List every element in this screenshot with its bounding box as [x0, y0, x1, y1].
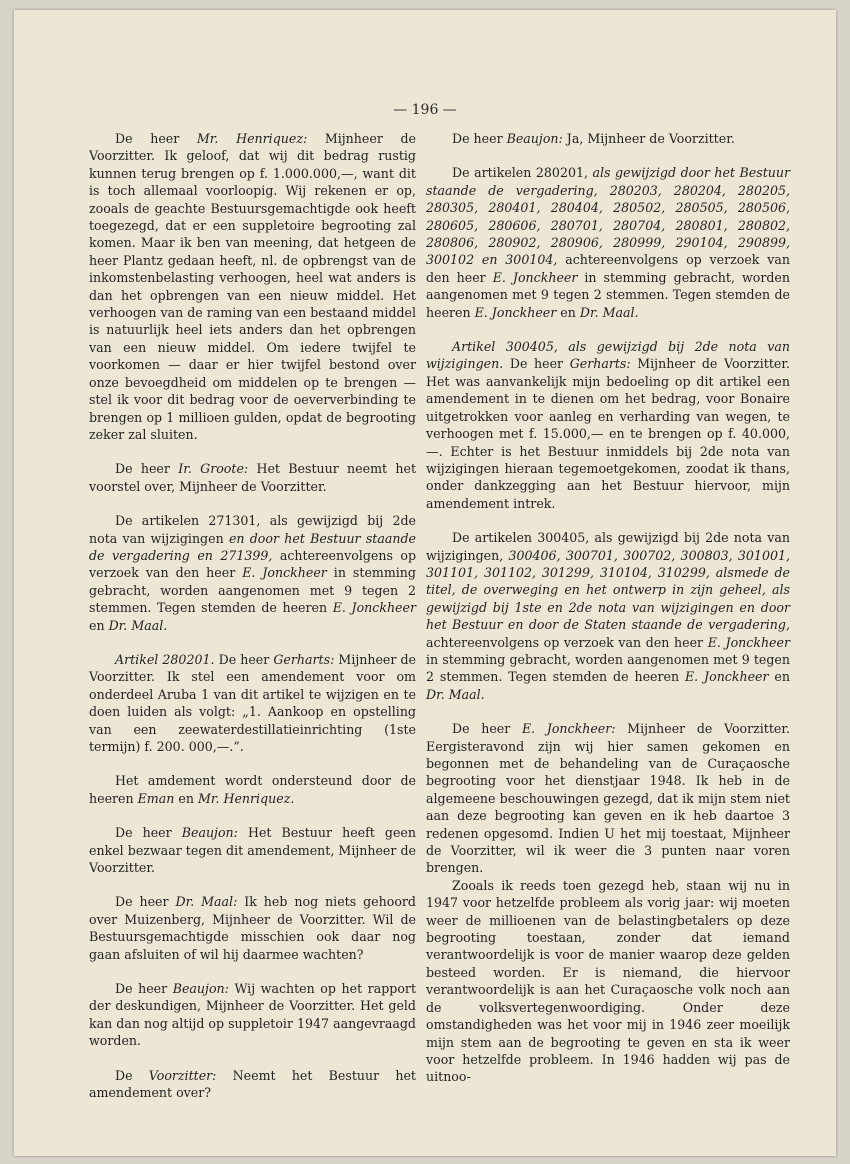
text: Ik heb nog niets gehoord over Muizenberg, Mijnheer de Voorzitter. Wil de Bestuursgemachtigde misschien ook daar nog gaan afsluiten of wil hij daarmee wachten?: [89, 894, 416, 962]
text: De heer: [115, 894, 176, 910]
speaker-name: Ir. Groote:: [178, 461, 249, 477]
text: De heer: [115, 131, 197, 146]
text: en: [174, 790, 198, 806]
text: De artikelen 280201,: [452, 165, 593, 181]
text: De heer: [452, 131, 507, 146]
person-name: E. Jonckheer: [707, 634, 790, 650]
text: De: [115, 1067, 149, 1083]
person-name: Mr. Henriquez.: [197, 790, 295, 806]
text: en: [768, 669, 790, 685]
italic-text: 300406, 300701, 300702, 300803, 301001, 301101, 301102, 301299, 310104, 310299, alsmede de titel, de overweging en het ontwerp in zijn geheel, als gewijzigd bij 1ste en 2de nota van wijzigingen en door het Bestuur en door de Staten staande de vergadering,: [426, 547, 790, 633]
text: De heer: [452, 721, 522, 737]
text: Neemt het Bestuur het amendement over?: [89, 1067, 416, 1101]
speaker-name: Gerharts:: [273, 651, 335, 667]
left-column: [89, 130, 416, 1102]
text: De artikelen 300405, als gewijzigd bij 2de nota van wijzigingen,: [426, 530, 790, 563]
article-heading: Artikel 300405, als gewijzigd bij 2de nota van wijzigingen.: [426, 339, 790, 372]
text: in stemming gebracht, worden aangenomen met 9 tegen 2 stemmen. Tegen stemden de heeren: [89, 565, 416, 616]
text: Mijnheer de Voorzitter. Het was aanvankelijk mijn bedoeling op dit artikel een amendement in te dienen om het bedrag, voor Bonaire uitgetrokken voor aanleg en verharding van wegen, te verhoogen met f. 15.000,— en te brengen op f. 40.000,—. Echter is het Bestuur inmiddels bij 2de nota van wijzigingen hieraan tegemoetgekomen, zoodat ik thans, onder dankzegging aan het Bestuur hiervoor, mijn amendement intrek.: [426, 356, 790, 511]
paragraph: [89, 460, 416, 495]
person-name: E. Jonckheer: [474, 304, 557, 320]
paragraph: [426, 130, 790, 147]
text: en: [89, 617, 109, 633]
text: De artikelen 271301, als gewijzigd bij 2de nota van wijzigingen: [89, 513, 416, 546]
person-name: Dr. Maal.: [579, 304, 639, 320]
text: en: [556, 304, 580, 320]
paragraph: [89, 512, 416, 634]
text: achtereenvolgens op verzoek van den heer: [426, 252, 790, 285]
text: Het amdement wordt ondersteund door de heeren: [89, 773, 416, 806]
paragraph: [426, 164, 790, 321]
person-name: Dr. Maal.: [426, 686, 485, 702]
text: Mijnheer de Voorzitter. Ik stel een amendement voor om onderdeel Aruba 1 van dit artikel te wijzigen en te doen luiden als volgt: „1. Aankoop en opstelling van een zeewaterdestillatieinrichting (1ste termijn) f. 200. 000,—.”.: [89, 651, 417, 754]
text: achtereenvolgens op verzoek van den heer: [426, 634, 708, 650]
text: De heer: [115, 981, 173, 997]
paragraph: [426, 529, 790, 703]
text: Het Bestuur neemt het voorstel over, Mijnheer de Voorzitter.: [89, 461, 417, 494]
text: Wij wachten op het rapport der deskundigen, Mijnheer de Voorzitter. Het geld kan dan nog altijd op suppletoir 1947 aangevraagd worden.: [89, 981, 417, 1049]
speaker-name: Gerharts:: [569, 356, 631, 372]
paragraph: [89, 893, 416, 963]
text: De heer: [115, 825, 182, 841]
person-name: Dr. Maal.: [108, 617, 168, 633]
person-name: E. Jonckheer: [242, 565, 327, 581]
article-heading: Artikel 280201.: [115, 651, 215, 667]
person-name: E. Jonckheer: [492, 269, 578, 285]
page-number: — 196 —: [393, 102, 457, 118]
speaker-name: Beaujon:: [506, 131, 563, 146]
document-page: [14, 10, 836, 1156]
italic-text: als gewijzigd door het Bestuur staande de vergadering, 280203, 280204, 280205, 280305, 280401, 280404, 280502, 280505, 280506, 280605, 280606, 280701, 280704, 280801, 280802, 280806, 280902, 280906, 280999, 290104, 290899, 300102 en 300104,: [426, 165, 790, 268]
text: in stemming gebracht, worden aangenomen met 9 tegen 2 stemmen. Tegen stemden de heeren: [426, 269, 790, 320]
speaker-name: Voorzitter:: [148, 1067, 217, 1083]
paragraph: Zooals ik reeds toen gezegd heb, staan wij nu in 1947 voor hetzelfde probleem als vorig jaar: wij moeten weer de millioenen van de belastingbetalers op deze begrooting toestaan, zonder dat iemand verantwoordelijk is voor de manier waarop deze gelden besteed worden. Er is niemand, die hiervoor verantwoordelijk is aan het Curaçaosche volk noch aan de volksvertegenwoordiging. Onder deze omstandigheden was het voor mij in 1946 zeer moeilijk mijn stem aan de begrooting te geven en sta ik weer voor hetzelfde probleem. In 1946 hadden wij pas de uitnoo-: [426, 877, 790, 1085]
speaker-name: Beaujon:: [181, 825, 238, 841]
paragraph: [89, 980, 416, 1050]
text: in stemming gebracht, worden aangenomen met 9 tegen 2 stemmen. Tegen stemden de heeren: [426, 651, 790, 685]
text: Mijnheer de Voorzitter. Ik geloof, dat wij dit bedrag rustig kunnen terug brengen op f. 1.000.000,—, want dit is toch allemaal voorloopig. Wij rekenen er op, zooals de geachte Bestuursgemachtigde ook heeft toegezegd, dat er een suppletoire begrooting zal komen. Maar ik ben van meening, dat hetgeen de heer Plantz gedaan heeft, nl. de opbrengst van de inkomstenbelasting verhoogen, heel wat anders is dan het opbrengen van een nieuw middel. Het verhoogen van de raming van een bestaand middel is natuurlijk heel iets anders dan het opbrengen van een nieuw middel. Om iedere twijfel te voorkomen — daar er hier twijfel bestond over onze bevoegdheid om middelen op te brengen — stel ik voor dit bedrag voor de oeververbinding te brengen op 1 millioen gulden, opdat de begrooting zeker zal sluiten.: [89, 131, 417, 442]
speaker-name: Dr. Maal:: [175, 894, 238, 910]
text: achtereenvolgens op verzoek van den heer: [89, 547, 417, 581]
paragraph: [89, 651, 416, 755]
paragraph: [89, 130, 416, 443]
text: Mijnheer de Voorzitter. Eergisteravond zijn wij hier samen gekomen en begonnen met de behandeling van de Curaçaosche begrooting voor het dienstjaar 1948. Ik heb in de algemeene beschouwingen gezegd, dat ik mijn stem niet aan deze begrooting kan geven en ik heb daartoe 3 redenen opgesomd. Indien U het mij toestaat, Mijnheer de Voorzitter, wil ik weer die 3 punten naar voren brengen.: [426, 721, 791, 876]
italic-text: en door het Bestuur staande de vergadering en 271399,: [89, 530, 416, 563]
text: De heer: [214, 651, 274, 667]
person-name: E. Jonckheer: [684, 669, 769, 685]
text: De heer: [115, 461, 179, 477]
paragraph: [89, 1067, 416, 1102]
paragraph: [426, 338, 790, 512]
text: Het Bestuur heeft geen enkel bezwaar tegen dit amendement, Mijnheer de Voorzitter.: [89, 825, 416, 876]
paragraph: [426, 720, 790, 877]
speaker-name: Beaujon:: [172, 981, 229, 997]
person-name: E. Jonckheer: [332, 600, 416, 616]
paragraph: [89, 824, 416, 876]
speaker-name: Mr. Henriquez:: [196, 131, 308, 146]
paragraph: [89, 772, 416, 807]
person-name: Eman: [137, 790, 175, 806]
right-column: [426, 130, 790, 1086]
speaker-name: E. Jonckheer:: [521, 721, 616, 737]
text: De heer: [503, 356, 570, 372]
text: Ja, Mijnheer de Voorzitter.: [562, 131, 735, 146]
